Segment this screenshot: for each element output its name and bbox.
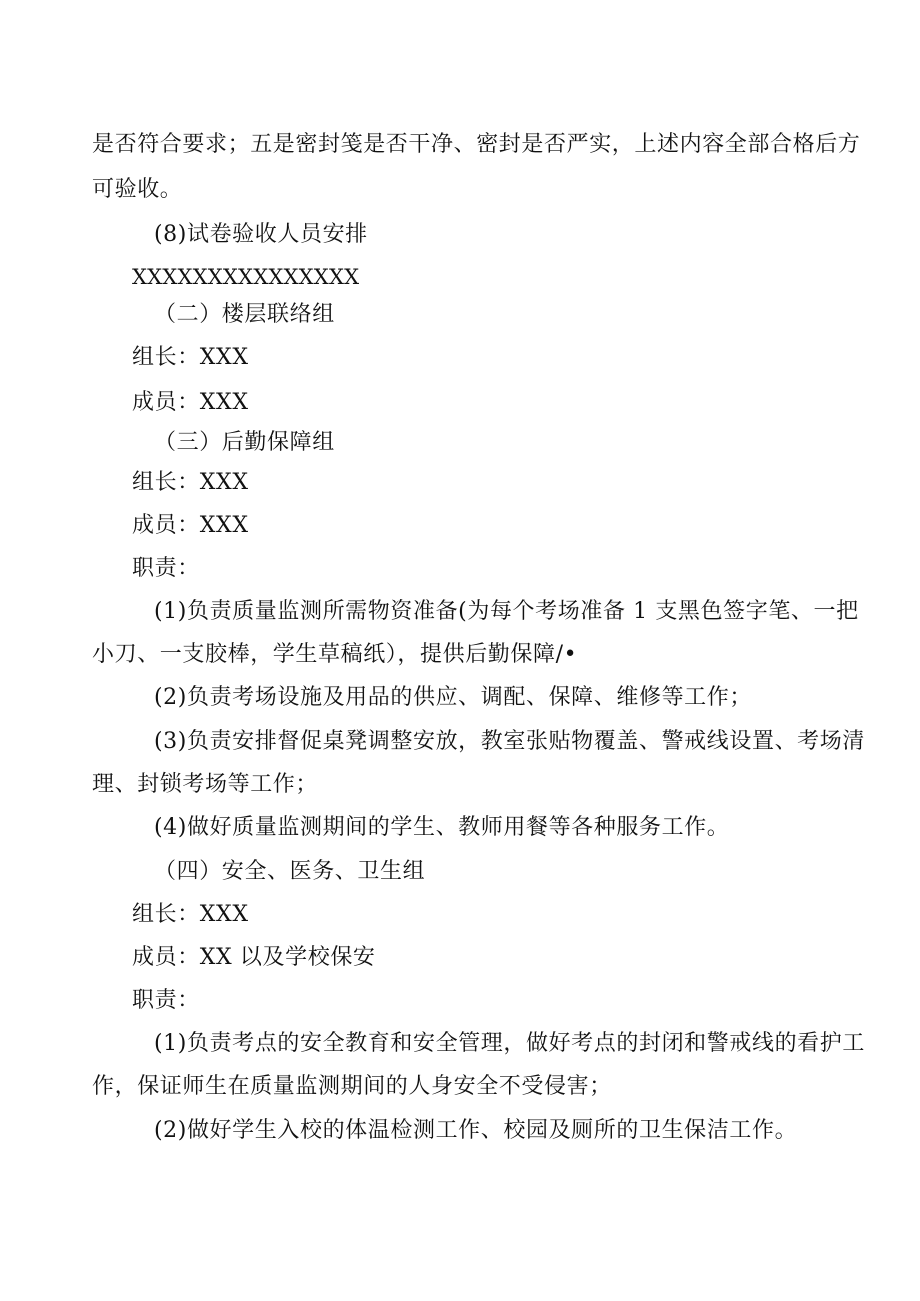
group-leader-line: 组长：XXX (132, 345, 249, 370)
section-heading: （三）后勤保障组 (154, 430, 335, 455)
duty-item: (1)负责质量监测所需物资准备(为每个考场准备 1 支黑色签字笔、一把 (154, 599, 859, 624)
duty-item-continuation: 作，保证师生在质量监测期间的人身安全不受侵害； (92, 1074, 612, 1099)
duty-item: (4)做好质量监测期间的学生、教师用餐等各种服务工作。 (154, 815, 730, 840)
duties-label: 职责： (132, 556, 200, 581)
group-members-line: 成员：XXX (132, 390, 249, 415)
section-heading: （二）楼层联络组 (154, 302, 335, 327)
duty-item: (3)负责安排督促桌凳调整安放，教室张贴物覆盖、警戒线设置、考场清 (154, 729, 865, 754)
paragraph-line: 可验收。 (92, 177, 183, 202)
placeholder-names: XXXXXXXXXXXXXXX (132, 265, 360, 289)
group-leader-line: 组长：XXX (132, 902, 249, 927)
section-heading: (8)试卷验收人员安排 (154, 222, 368, 247)
section-heading: （四）安全、医务、卫生组 (154, 859, 426, 884)
duty-item: (1)负责考点的安全教育和安全管理，做好考点的封闭和警戒线的看护工 (154, 1031, 865, 1056)
group-leader-line: 组长：XXX (132, 470, 249, 495)
duty-item-continuation: 理、封锁考场等工作； (92, 772, 319, 797)
group-members-line: 成员：XXX (132, 513, 249, 538)
duty-item: (2)负责考场设施及用品的供应、调配、保障、维修等工作； (154, 685, 752, 710)
duties-label: 职责： (132, 988, 200, 1013)
group-members-line: 成员：XX 以及学校保安 (132, 945, 376, 970)
duty-item: (2)做好学生入校的体温检测工作、校园及厕所的卫生保洁工作。 (154, 1118, 798, 1143)
duty-item-continuation: 小刀、一支胶棒，学生草稿纸），提供后勤保障/• (92, 642, 578, 667)
paragraph-line: 是否符合要求；五是密封笺是否干净、密封是否严实，上述内容全部合格后方 (92, 132, 861, 157)
